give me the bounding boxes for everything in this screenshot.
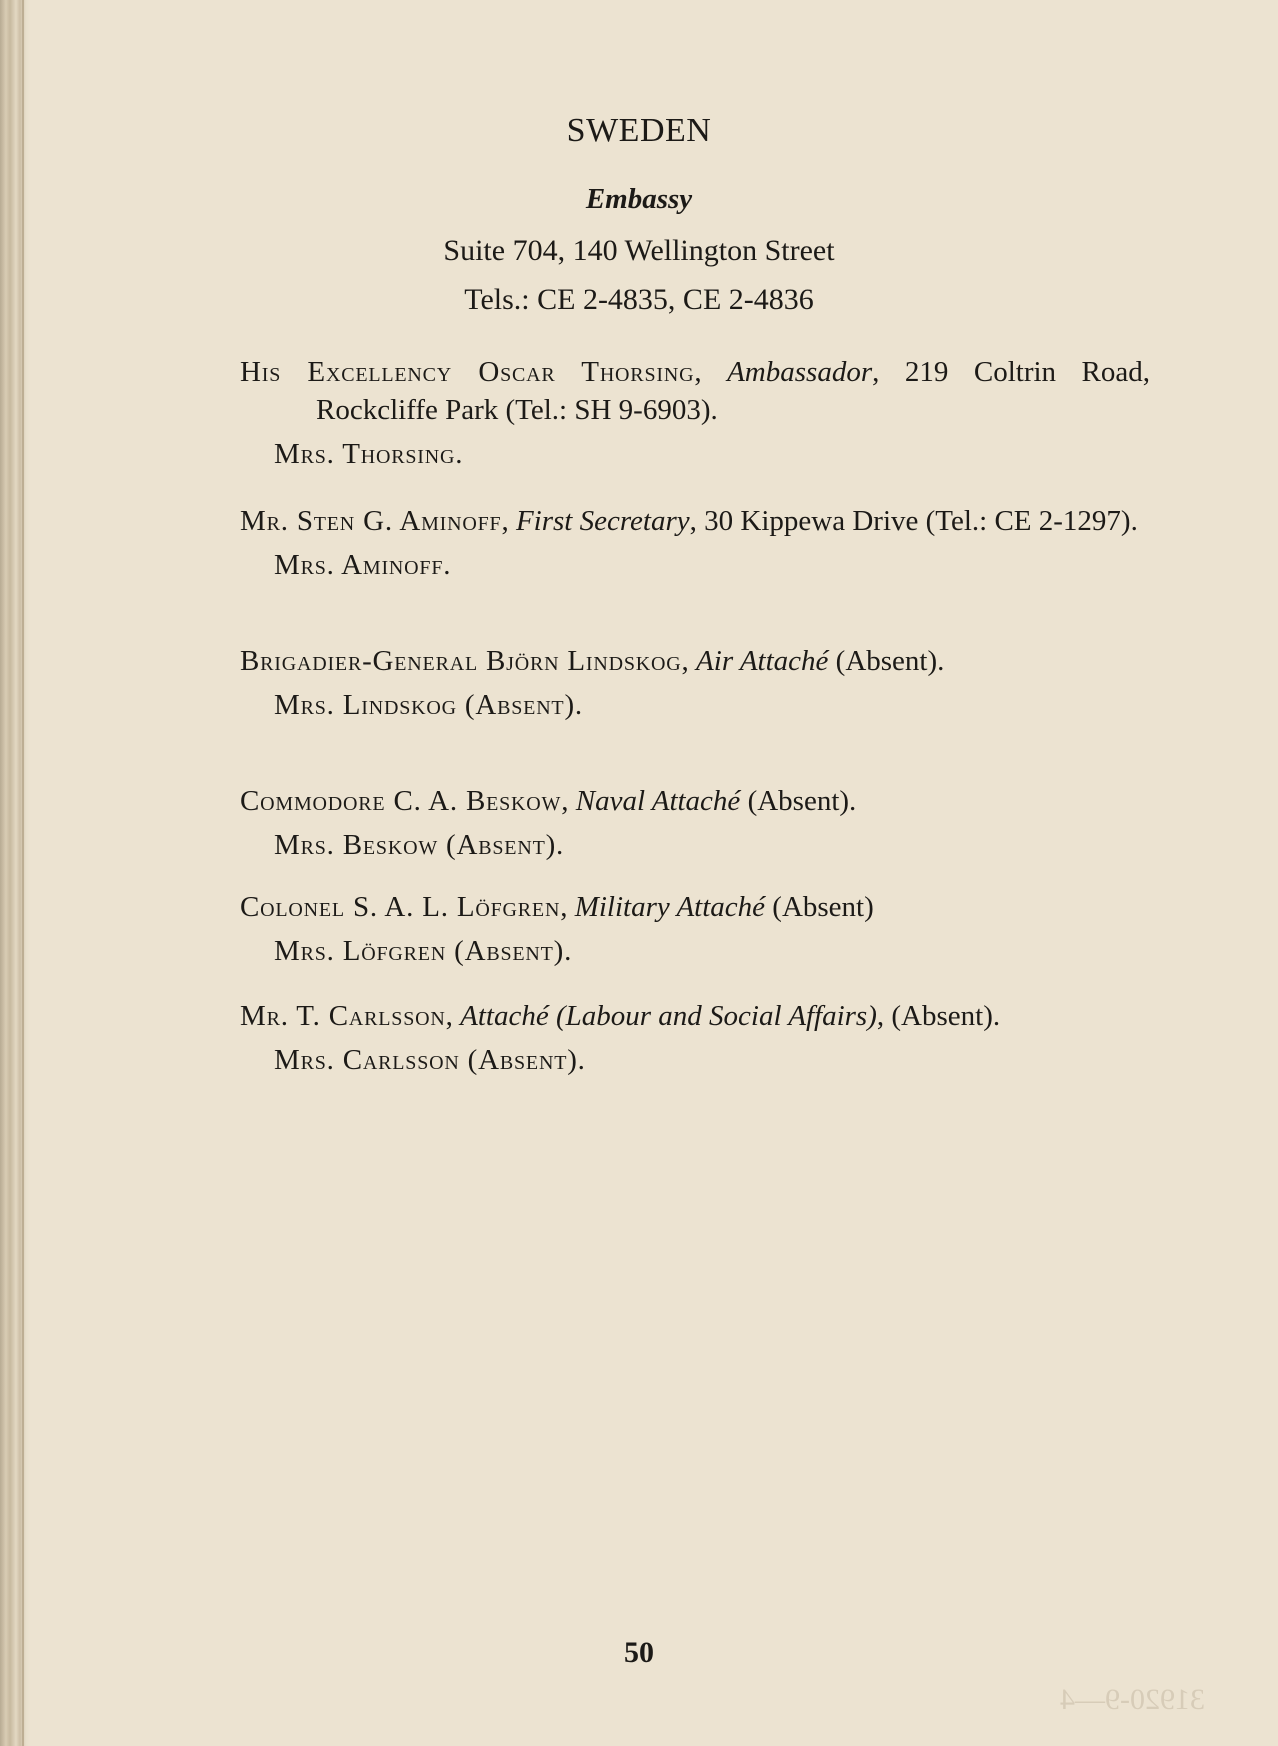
diplomat-details: (Absent). [835, 645, 945, 677]
spouse-name: Mrs. Aminoff. [274, 549, 452, 581]
diplomat-title: Air Attaché [696, 645, 829, 677]
country-heading: SWEDEN [566, 112, 712, 149]
spouse-name: Mrs. Lindskog (Absent). [274, 689, 583, 721]
diplomat-entry [240, 888, 1150, 970]
diplomat-title: Ambassador [727, 356, 873, 388]
mission-type: Embassy [585, 183, 693, 215]
diplomat-title: Attaché (Labour and Social Affairs) [460, 1000, 877, 1032]
diplomat-name: Mr. Sten G. Aminoff [240, 505, 502, 537]
diplomat-entry [240, 502, 1150, 584]
mission-telephones: Tels.: CE 2-4835, CE 2-4836 [464, 283, 814, 316]
diplomat-details: 30 Kippewa Drive (Tel.: CE 2-1297). [704, 505, 1138, 537]
spouse-name: Mrs. Beskow (Absent). [274, 829, 565, 861]
diplomat-title: Military Attaché [574, 891, 766, 923]
diplomat-entry [240, 782, 1150, 864]
diplomat-entry [240, 642, 1150, 724]
diplomat-name: Colonel S. A. L. Löfgren [240, 891, 561, 923]
diplomat-entry [240, 353, 1150, 473]
diplomat-title: First Secretary [515, 505, 690, 537]
bleed-through-text: 31920-9—4 [1060, 1683, 1205, 1716]
diplomat-line: Brigadier-General Björn Lindskog, Air Attaché (Absent). [240, 645, 945, 677]
diplomat-line: His Excellency Oscar Thorsing, Ambassador, 219 Coltrin Road, Rockcliffe Park (Tel.: SH 9-6903). [240, 356, 1151, 426]
diplomat-details: (Absent). [747, 785, 857, 817]
diplomat-line: Colonel S. A. L. Löfgren, Military Attaché (Absent) [240, 891, 874, 923]
diplomat-name: Mr. T. Carlsson [240, 1000, 446, 1032]
diplomat-name: Commodore C. A. Beskow [240, 785, 562, 817]
diplomat-details: (Absent). [891, 1000, 1001, 1032]
diplomat-line: Commodore C. A. Beskow, Naval Attaché (Absent). [240, 785, 857, 817]
diplomat-line: Mr. T. Carlsson, Attaché (Labour and Social Affairs), (Absent). [240, 1000, 1001, 1032]
spouse-name: Mrs. Carlsson (Absent). [274, 1044, 586, 1076]
spouse-name: Mrs. Löfgren (Absent). [274, 935, 573, 967]
diplomat-entry [240, 997, 1150, 1079]
diplomat-title: Naval Attaché [575, 785, 741, 817]
diplomat-details: (Absent) [772, 891, 874, 923]
diplomat-name: Brigadier-General Björn Lindskog [240, 645, 682, 677]
diplomat-line: Mr. Sten G. Aminoff, First Secretary, 30 Kippewa Drive (Tel.: CE 2-1297). [240, 505, 1138, 537]
page-number: 50 [624, 1636, 654, 1669]
diplomat-details: 219 Coltrin Road, Rockcliffe Park (Tel.: SH 9-6903). [316, 356, 1151, 426]
mission-address: Suite 704, 140 Wellington Street [443, 234, 835, 267]
spouse-name: Mrs. Thorsing. [274, 438, 464, 470]
diplomat-name: His Excellency Oscar Thorsing [240, 356, 695, 388]
